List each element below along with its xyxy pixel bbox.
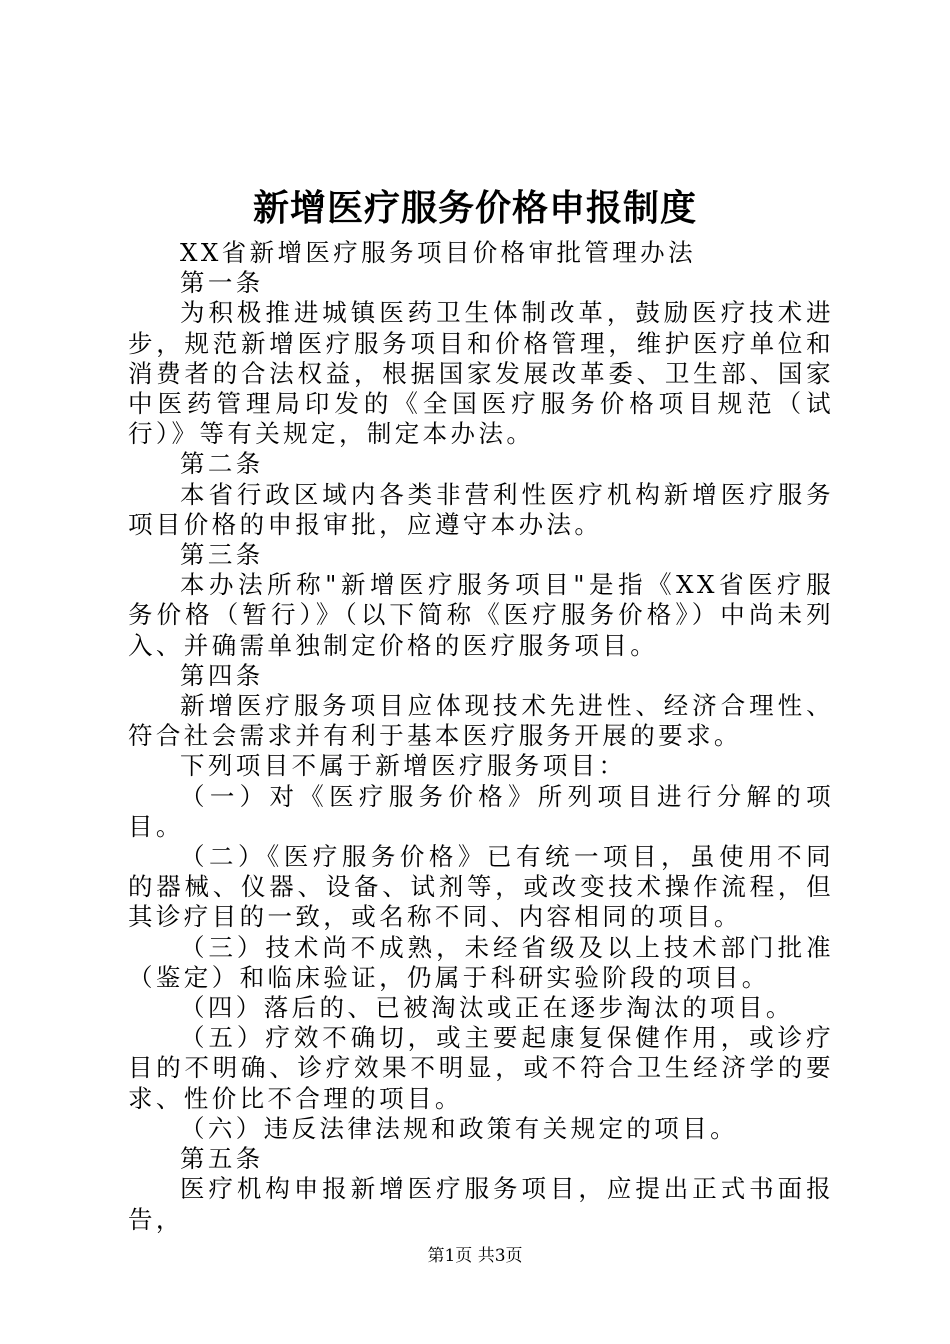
article-heading: 第三条 xyxy=(180,540,264,570)
page-footer: 第1页 共3页 xyxy=(427,1246,523,1266)
paragraph: 本省行政区域内各类非营利性医疗机构新增医疗服务项目价格的申报审批，应遵守本办法。 xyxy=(128,479,834,539)
list-item: （五）疗效不确切，或主要起康复保健作用，或诊疗目的不明确、诊疗效果不明显，或不符合卫生经济学的要求、性价比不合理的项目。 xyxy=(128,1023,834,1113)
paragraph: 下列项目不属于新增医疗服务项目： xyxy=(180,751,627,781)
list-item: （三）技术尚不成熟，未经省级及以上技术部门批准（鉴定）和临床验证，仍属于科研实验阶段的项目。 xyxy=(128,932,834,992)
document-title: 新增医疗服务价格申报制度 xyxy=(252,187,697,229)
article-heading: 第四条 xyxy=(180,660,264,690)
subtitle: XX省新增医疗服务项目价格审批管理办法 xyxy=(180,238,696,267)
paragraph: 新增医疗服务项目应体现技术先进性、经济合理性、符合社会需求并有利于基本医疗服务开展的要求。 xyxy=(128,691,834,751)
list-item: （六）违反法律法规和政策有关规定的项目。 xyxy=(180,1113,738,1143)
list-item: （二）《医疗服务价格》已有统一项目，虽使用不同的器械、仪器、设备、试剂等，或改变技术操作流程，但其诊疗目的一致，或名称不同、内容相同的项目。 xyxy=(128,842,834,932)
list-item: （四）落后的、已被淘汰或正在逐步淘汰的项目。 xyxy=(180,993,794,1023)
article-heading: 第五条 xyxy=(180,1144,264,1174)
paragraph: 医疗机构申报新增医疗服务项目，应提出正式书面报告， xyxy=(128,1174,834,1234)
list-item: （一）对《医疗服务价格》所列项目进行分解的项目。 xyxy=(128,781,834,841)
paragraph: 本办法所称"新增医疗服务项目"是指《XX省医疗服务价格（暂行）》（以下简称《医疗服务价格》）中尚未列入、并确需单独制定价格的医疗服务项目。 xyxy=(128,570,834,660)
paragraph: 为积极推进城镇医药卫生体制改革，鼓励医疗技术进步，规范新增医疗服务项目和价格管理，维护医疗单位和消费者的合法权益，根据国家发展改革委、卫生部、国家中医药管理局印发的《全国医疗服务价格项目规范（试行）》等有关规定，制定本办法。 xyxy=(128,298,834,449)
document-body xyxy=(128,238,834,1235)
article-heading: 第二条 xyxy=(180,449,264,479)
article-heading: 第一条 xyxy=(180,268,264,298)
